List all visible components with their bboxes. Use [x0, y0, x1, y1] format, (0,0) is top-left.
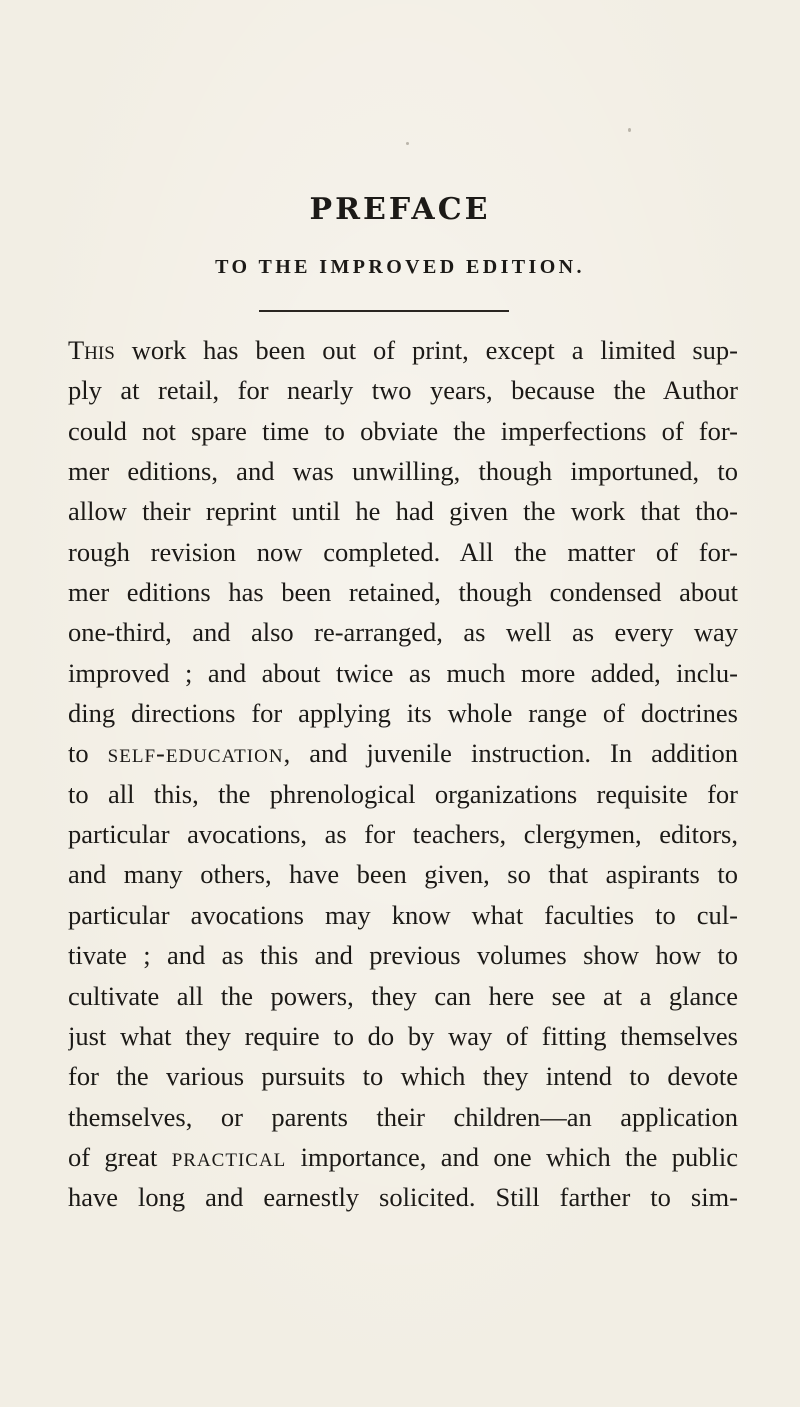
text-line: mer editions, and was unwilling, though importuned, to: [68, 456, 738, 487]
text-line: for the various pursuits to which they intend to devote: [68, 1061, 738, 1092]
text-line: have long and earnestly solicited. Still farther to sim-: [68, 1182, 738, 1213]
text-line: [68, 1137, 738, 1177]
line-text: work has been out of print, except a limited sup-: [114, 335, 738, 365]
title-rule: [259, 310, 509, 312]
text-line: [68, 733, 738, 773]
text-line: tivate ; and as this and previous volumes show how to: [68, 940, 738, 971]
line-text-after: , and juvenile instruction. In addition: [283, 738, 738, 769]
text-line: allow their reprint until he had given the work that tho-: [68, 496, 738, 527]
text-line: and many others, have been given, so that aspirants to: [68, 859, 738, 890]
small-caps-term: practical: [171, 1141, 287, 1172]
small-caps-term: self-education: [107, 738, 284, 769]
text-line: improved ; and about twice as much more added, inclu-: [68, 657, 738, 688]
text-line: just what they require to do by way of fitting themselves: [68, 1020, 738, 1051]
text-line: to all this, the phrenological organizations requisite for: [68, 778, 738, 809]
text-line: themselves, or parents their children—an application: [68, 1101, 738, 1132]
line-text-after: importance, and one which the public: [286, 1141, 738, 1172]
text-line: cultivate all the powers, they can here see at a glance: [68, 980, 738, 1011]
text-line: one-third, and also re-arranged, as well as every way: [68, 617, 738, 648]
text-line: ding directions for applying its whole range of doctrines: [68, 698, 738, 729]
text-line: particular avocations may know what faculties to cul-: [68, 899, 738, 930]
text-line: mer editions has been retained, though condensed about: [68, 577, 738, 608]
text-line: could not spare time to obviate the imperfections of for-: [68, 415, 738, 446]
preface-body: [68, 330, 738, 1218]
page-title: PREFACE: [309, 192, 491, 227]
line-text-before: of great: [68, 1141, 172, 1172]
lead-word: This: [68, 335, 115, 365]
text-line: ply at retail, for nearly two years, because the Author: [68, 375, 738, 406]
text-line: particular avocations, as for teachers, clergymen, editors,: [68, 819, 738, 850]
line-text-before: to: [68, 738, 108, 769]
page-subtitle: TO THE IMPROVED EDITION.: [215, 256, 585, 278]
text-line: [68, 330, 738, 370]
text-line: rough revision now completed. All the matter of for-: [68, 536, 738, 567]
page-speck: [628, 128, 631, 132]
page-speck: [406, 142, 409, 145]
